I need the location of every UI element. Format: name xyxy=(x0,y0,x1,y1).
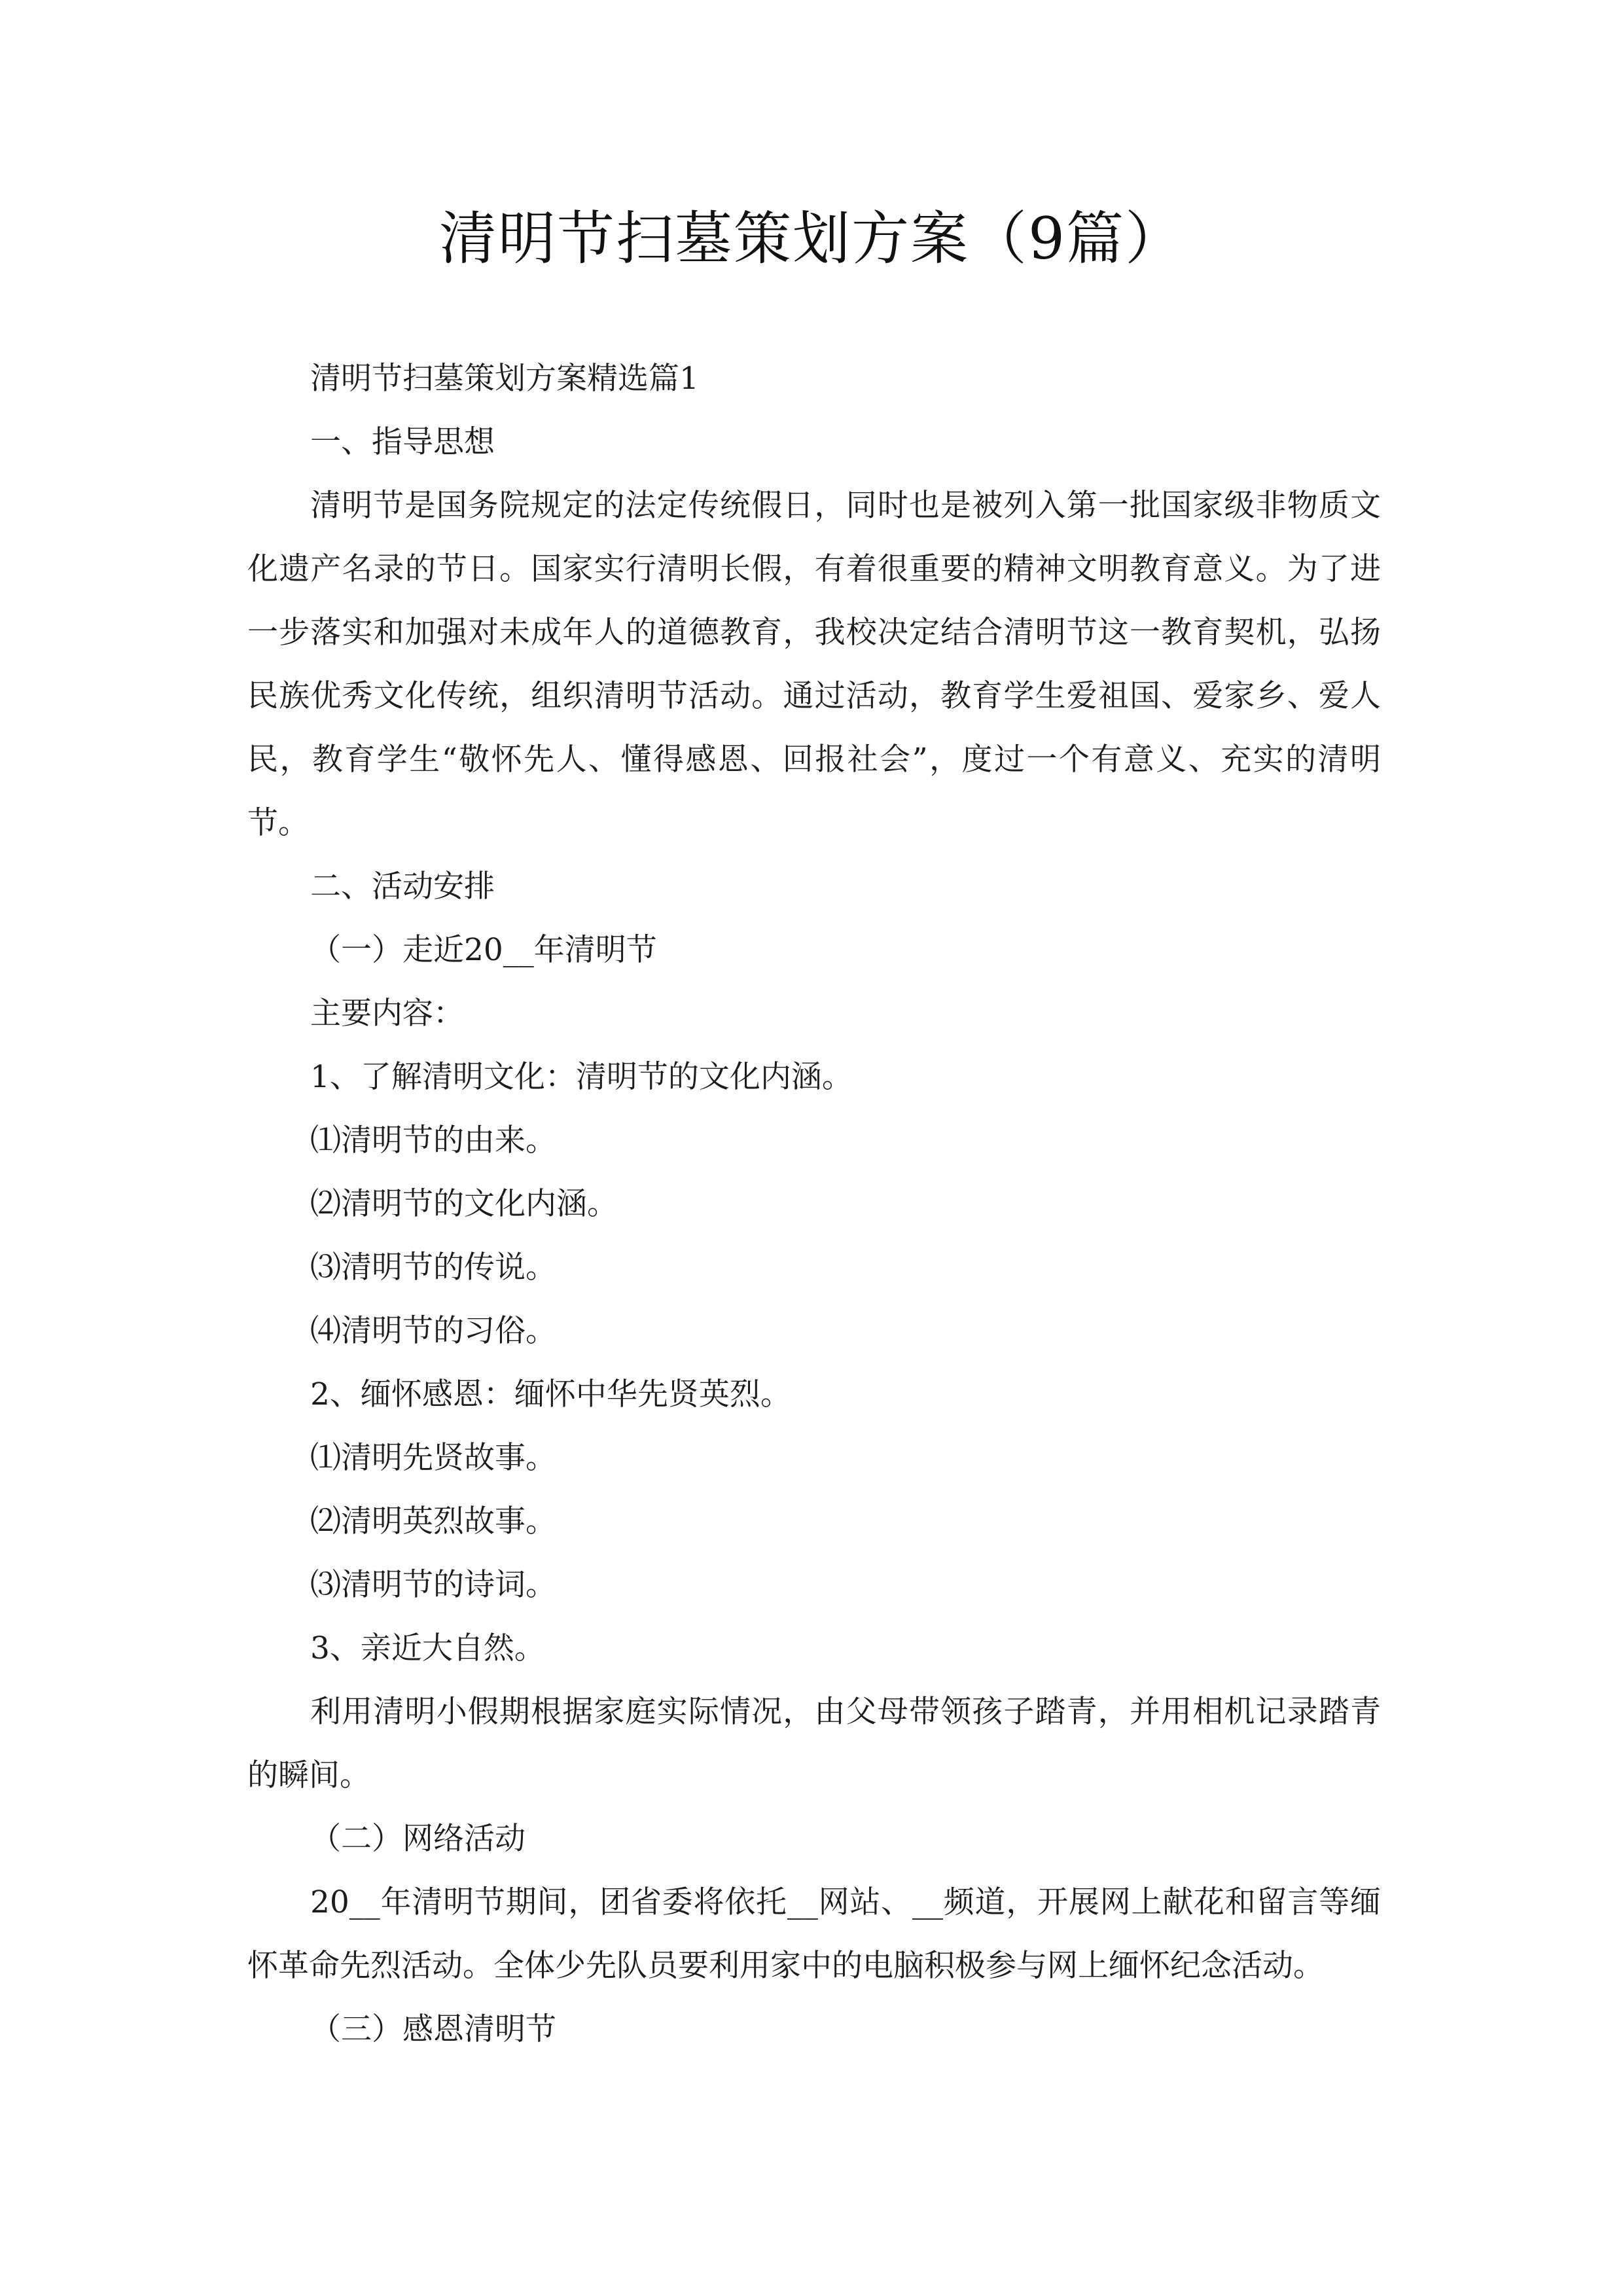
section-heading: 二、活动安排 xyxy=(310,869,495,905)
subsection-heading: （二）网络活动 xyxy=(310,1821,526,1857)
list-item: ⑶清明节的传说。 xyxy=(310,1249,556,1285)
document-body xyxy=(247,347,1381,2061)
body-paragraph: 清明节是国务院规定的法定传统假日，同时也是被列入第一批国家级非物质文化遗产名录的节日。国家实行清明长假，有着很重要的精神文明教育意义。为了进一步落实和加强对未成年人的道德教育，我校决定结合清明节这一教育契机，弘扬民族优秀文化传统，组织清明节活动。通过活动，教育学生爱祖国、爱家乡、爱人民，教育学生“敬怀先人、懂得感恩、回报社会”，度过一个有意义、充实的清明节。 xyxy=(247,488,1381,841)
body-paragraph: 利用清明小假期根据家庭实际情况，由父母带领孩子踏青，并用相机记录踏青的瞬间。 xyxy=(247,1694,1381,1793)
list-item: ⑶清明节的诗词。 xyxy=(310,1567,556,1603)
section-heading: 清明节扫墓策划方案精选篇1 xyxy=(310,361,699,397)
subsection-heading: （一）走近20__年清明节 xyxy=(310,932,657,968)
list-item: 3、亲近大自然。 xyxy=(310,1630,545,1666)
body-paragraph: 主要内容： xyxy=(310,996,464,1031)
list-item: ⑷清明节的习俗。 xyxy=(310,1313,556,1349)
list-item: ⑵清明英烈故事。 xyxy=(310,1503,556,1539)
list-item: ⑵清明节的文化内涵。 xyxy=(310,1186,618,1222)
list-item: ⑴清明先贤故事。 xyxy=(310,1440,556,1476)
section-heading: 一、指导思想 xyxy=(310,424,495,460)
document-title: 清明节扫墓策划方案（9篇） xyxy=(439,205,1184,272)
list-item: 1、了解清明文化：清明节的文化内涵。 xyxy=(310,1059,853,1095)
list-item: ⑴清明节的由来。 xyxy=(310,1122,556,1158)
list-item: 2、缅怀感恩：缅怀中华先贤英烈。 xyxy=(310,1376,791,1412)
body-paragraph: 20__年清明节期间，团省委将依托__网站、__频道，开展网上献花和留言等缅怀革命先烈活动。全体少先队员要利用家中的电脑积极参与网上缅怀纪念活动。 xyxy=(247,1884,1381,1984)
subsection-heading: （三）感恩清明节 xyxy=(310,2011,556,2047)
